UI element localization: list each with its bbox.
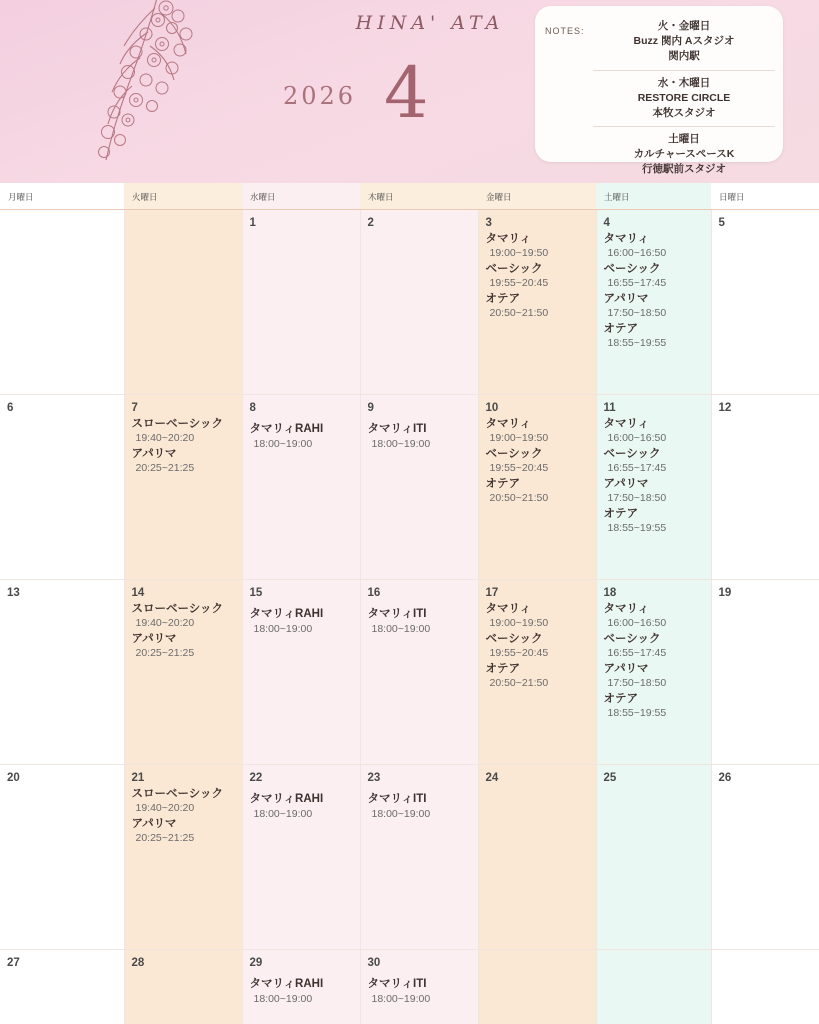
class-event[interactable]: [486, 632, 589, 661]
day-number: 5: [718, 216, 725, 229]
class-time: 20:50~21:50: [489, 491, 549, 504]
class-name: アパリマ: [603, 477, 649, 490]
class-name: オテア: [603, 692, 638, 705]
class-time: 19:40~20:20: [135, 431, 195, 444]
note-line: 本牧スタジオ: [652, 106, 716, 119]
calendar-day-cell[interactable]: [124, 764, 242, 949]
calendar-day-cell[interactable]: [0, 209, 124, 394]
note-line: 関内駅: [668, 49, 700, 62]
weekday-header-3: 木曜日: [360, 183, 478, 209]
class-name: オテア: [485, 292, 520, 305]
calendar-day-cell[interactable]: [360, 579, 478, 764]
day-number: 19: [718, 586, 732, 599]
calendar-day-cell[interactable]: [478, 209, 596, 394]
class-time: 19:55~20:45: [489, 461, 549, 474]
calendar-day-cell[interactable]: [711, 394, 819, 579]
class-time: 18:00~19:00: [371, 992, 431, 1005]
class-time: 19:40~20:20: [135, 801, 195, 814]
class-time: 18:00~19:00: [253, 807, 313, 820]
calendar-week-row: [0, 394, 819, 579]
day-number: 28: [131, 956, 145, 969]
month-number: 4: [384, 52, 429, 134]
day-number: 6: [7, 401, 14, 414]
calendar-day-cell[interactable]: [478, 579, 596, 764]
class-event[interactable]: [250, 417, 353, 452]
calendar-day-cell[interactable]: [242, 579, 360, 764]
note-line: 土曜日: [668, 133, 700, 146]
weekday-header-6: 日曜日: [711, 183, 819, 209]
calendar-day-cell[interactable]: [478, 949, 596, 1024]
day-number: 7: [131, 401, 138, 414]
note-line: RESTORE CIRCLE: [637, 91, 731, 104]
class-event[interactable]: [486, 477, 589, 506]
calendar-day-cell[interactable]: [124, 209, 242, 394]
note-block: [593, 126, 775, 183]
class-time: 16:00~16:50: [607, 616, 667, 629]
class-time: 19:55~20:45: [489, 646, 549, 659]
class-event[interactable]: [486, 417, 589, 446]
calendar-grid: [0, 183, 819, 1024]
note-line: 水・木曜日: [657, 76, 711, 89]
class-time: 20:25~21:25: [135, 831, 195, 844]
class-time: 19:00~19:50: [489, 616, 549, 629]
class-event[interactable]: [368, 602, 471, 637]
class-name: タマリィ: [485, 232, 532, 245]
calendar-day-cell[interactable]: [596, 764, 711, 949]
class-name: タマリィRAHI: [249, 422, 324, 435]
note-line: Buzz 関内 Aスタジオ: [633, 34, 735, 47]
class-event[interactable]: [604, 507, 704, 536]
class-event[interactable]: [604, 322, 704, 351]
class-time: 16:55~17:45: [607, 461, 667, 474]
day-number: 15: [249, 586, 263, 599]
class-name: タマリィITI: [367, 422, 427, 435]
calendar-week-row: [0, 949, 819, 1024]
class-name: ベーシック: [485, 262, 543, 275]
class-name: スローベーシック: [131, 602, 224, 615]
day-number: 17: [485, 586, 499, 599]
calendar-day-cell[interactable]: [360, 394, 478, 579]
day-number: 1: [249, 216, 256, 229]
day-number: 18: [603, 586, 617, 599]
day-number: 13: [7, 586, 20, 599]
calendar-day-cell[interactable]: [242, 209, 360, 394]
class-time: 19:00~19:50: [489, 431, 549, 444]
class-name: タマリィ: [603, 417, 650, 430]
calendar-body: [0, 209, 819, 1024]
class-event[interactable]: [132, 602, 235, 631]
weekday-header-4: 金曜日: [478, 183, 596, 209]
day-number: 11: [603, 401, 616, 414]
class-name: タマリィRAHI: [249, 607, 324, 620]
note-line: 行徳駅前スタジオ: [642, 163, 726, 176]
class-event[interactable]: [132, 787, 235, 816]
calendar-day-cell[interactable]: [0, 394, 124, 579]
day-number: 2: [367, 216, 374, 229]
brand-title: HINA' ATA: [355, 12, 505, 34]
class-time: 19:55~20:45: [489, 276, 549, 289]
day-number: 12: [718, 401, 732, 414]
class-event[interactable]: [132, 447, 235, 476]
class-event[interactable]: [604, 477, 704, 506]
class-name: アパリマ: [131, 447, 177, 460]
class-event[interactable]: [368, 417, 471, 452]
class-time: 16:55~17:45: [607, 646, 667, 659]
class-name: タマリィRAHI: [249, 977, 324, 990]
class-event[interactable]: [368, 972, 471, 1007]
class-time: 16:00~16:50: [607, 431, 667, 444]
calendar-day-cell[interactable]: [124, 394, 242, 579]
class-event[interactable]: [604, 602, 704, 631]
class-event[interactable]: [486, 292, 589, 321]
weekday-header-1: 火曜日: [124, 183, 242, 209]
class-name: タマリィ: [603, 232, 650, 245]
class-name: ベーシック: [603, 262, 661, 275]
calendar-day-cell[interactable]: [711, 949, 819, 1024]
calendar-day-cell[interactable]: [242, 394, 360, 579]
day-number: 4: [603, 216, 610, 229]
year-label: 2026: [283, 82, 357, 110]
class-time: 18:00~19:00: [253, 992, 313, 1005]
class-event[interactable]: [486, 602, 589, 631]
calendar-day-cell[interactable]: [478, 394, 596, 579]
class-name: タマリィITI: [367, 607, 427, 620]
class-name: ベーシック: [603, 447, 661, 460]
class-time: 18:55~19:55: [607, 336, 667, 349]
class-time: 17:50~18:50: [607, 306, 667, 319]
day-number: 10: [485, 401, 499, 414]
calendar-day-cell[interactable]: [711, 579, 819, 764]
class-event[interactable]: [604, 447, 704, 476]
class-name: スローベーシック: [131, 417, 224, 430]
notes-label: NOTES:: [545, 26, 585, 36]
notes-card: [535, 6, 783, 176]
class-name: タマリィ: [603, 602, 650, 615]
class-event[interactable]: [486, 262, 589, 291]
class-event[interactable]: [250, 602, 353, 637]
class-event[interactable]: [132, 632, 235, 661]
day-number: 24: [485, 771, 499, 784]
class-event[interactable]: [132, 817, 235, 846]
class-name: スローベーシック: [131, 787, 224, 800]
class-name: アパリマ: [603, 662, 649, 675]
class-time: 20:50~21:50: [489, 306, 549, 319]
class-name: タマリィ: [485, 602, 532, 615]
class-time: 18:00~19:00: [371, 622, 431, 635]
weekday-header-5: 土曜日: [596, 183, 711, 209]
calendar-day-cell[interactable]: [478, 764, 596, 949]
calendar-day-cell[interactable]: [711, 209, 819, 394]
class-event[interactable]: [604, 262, 704, 291]
class-event[interactable]: [604, 232, 704, 261]
class-event[interactable]: [486, 232, 589, 261]
class-event[interactable]: [604, 632, 704, 661]
class-time: 20:50~21:50: [489, 676, 549, 689]
day-number: 27: [7, 956, 20, 969]
class-event[interactable]: [604, 692, 704, 721]
class-name: オテア: [485, 477, 520, 490]
class-event[interactable]: [604, 292, 704, 321]
calendar-day-cell[interactable]: [596, 579, 711, 764]
calendar-day-cell[interactable]: [596, 949, 711, 1024]
calendar-day-cell[interactable]: [360, 949, 478, 1024]
class-event[interactable]: [604, 662, 704, 691]
calendar-day-cell[interactable]: [0, 579, 124, 764]
calendar-day-cell[interactable]: [360, 764, 478, 949]
cherry-blossom-branch-icon: [62, 0, 212, 174]
class-time: 17:50~18:50: [607, 491, 667, 504]
class-name: タマリィ: [485, 417, 532, 430]
calendar-day-cell[interactable]: [124, 579, 242, 764]
class-event[interactable]: [486, 447, 589, 476]
class-name: ベーシック: [603, 632, 661, 645]
class-time: 18:55~19:55: [607, 706, 667, 719]
day-number: 26: [718, 771, 732, 784]
day-number: 25: [603, 771, 617, 784]
class-name: ベーシック: [485, 632, 543, 645]
day-number: 9: [367, 401, 374, 414]
class-time: 18:00~19:00: [253, 622, 313, 635]
day-number: 8: [249, 401, 256, 414]
class-name: オテア: [603, 507, 638, 520]
class-name: アパリマ: [131, 632, 177, 645]
class-name: オテア: [485, 662, 520, 675]
calendar-day-cell[interactable]: [242, 764, 360, 949]
day-number: 20: [7, 771, 20, 784]
class-time: 18:55~19:55: [607, 521, 667, 534]
calendar-day-cell[interactable]: [360, 209, 478, 394]
class-name: アパリマ: [131, 817, 177, 830]
class-time: 20:25~21:25: [135, 646, 195, 659]
day-number: 14: [131, 586, 145, 599]
day-number: 21: [131, 771, 145, 784]
class-event[interactable]: [132, 417, 235, 446]
calendar-week-row: [0, 764, 819, 949]
weekday-header-0: 月曜日: [0, 183, 124, 209]
weekday-header-row: [0, 183, 819, 209]
note-line: 火・金曜日: [657, 20, 711, 32]
calendar-day-cell[interactable]: [0, 764, 124, 949]
class-name: ベーシック: [485, 447, 543, 460]
calendar-day-cell[interactable]: [596, 209, 711, 394]
class-time: 18:00~19:00: [253, 437, 313, 450]
calendar-week-row: [0, 579, 819, 764]
weekday-header-2: 水曜日: [242, 183, 360, 209]
class-event[interactable]: [368, 787, 471, 822]
calendar-day-cell[interactable]: [596, 394, 711, 579]
class-time: 16:00~16:50: [607, 246, 667, 259]
class-time: 18:00~19:00: [371, 437, 431, 450]
note-line: カルチャースペースK: [633, 148, 735, 161]
class-time: 17:50~18:50: [607, 676, 667, 689]
note-block: [593, 70, 775, 127]
class-name: タマリィITI: [367, 792, 427, 805]
calendar-day-cell[interactable]: [0, 949, 124, 1024]
class-event[interactable]: [604, 417, 704, 446]
class-time: 18:00~19:00: [371, 807, 431, 820]
day-number: 30: [367, 956, 381, 969]
class-name: タマリィITI: [367, 977, 427, 990]
class-name: タマリィRAHI: [249, 792, 324, 805]
calendar-day-cell[interactable]: [242, 949, 360, 1024]
note-block: [593, 14, 775, 70]
class-name: オテア: [603, 322, 638, 335]
class-time: 20:25~21:25: [135, 461, 195, 474]
day-number: 16: [367, 586, 381, 599]
calendar-header: [0, 0, 819, 183]
day-number: 23: [367, 771, 381, 784]
day-number: 22: [249, 771, 263, 784]
class-time: 19:40~20:20: [135, 616, 195, 629]
class-name: アパリマ: [603, 292, 649, 305]
calendar-day-cell[interactable]: [124, 949, 242, 1024]
class-time: 16:55~17:45: [607, 276, 667, 289]
class-event[interactable]: [250, 972, 353, 1007]
class-event[interactable]: [250, 787, 353, 822]
calendar-week-row: [0, 209, 819, 394]
class-event[interactable]: [486, 662, 589, 691]
calendar-day-cell[interactable]: [711, 764, 819, 949]
day-number: 3: [485, 216, 492, 229]
day-number: 29: [249, 956, 263, 969]
notes-list: [593, 14, 775, 183]
class-time: 19:00~19:50: [489, 246, 549, 259]
